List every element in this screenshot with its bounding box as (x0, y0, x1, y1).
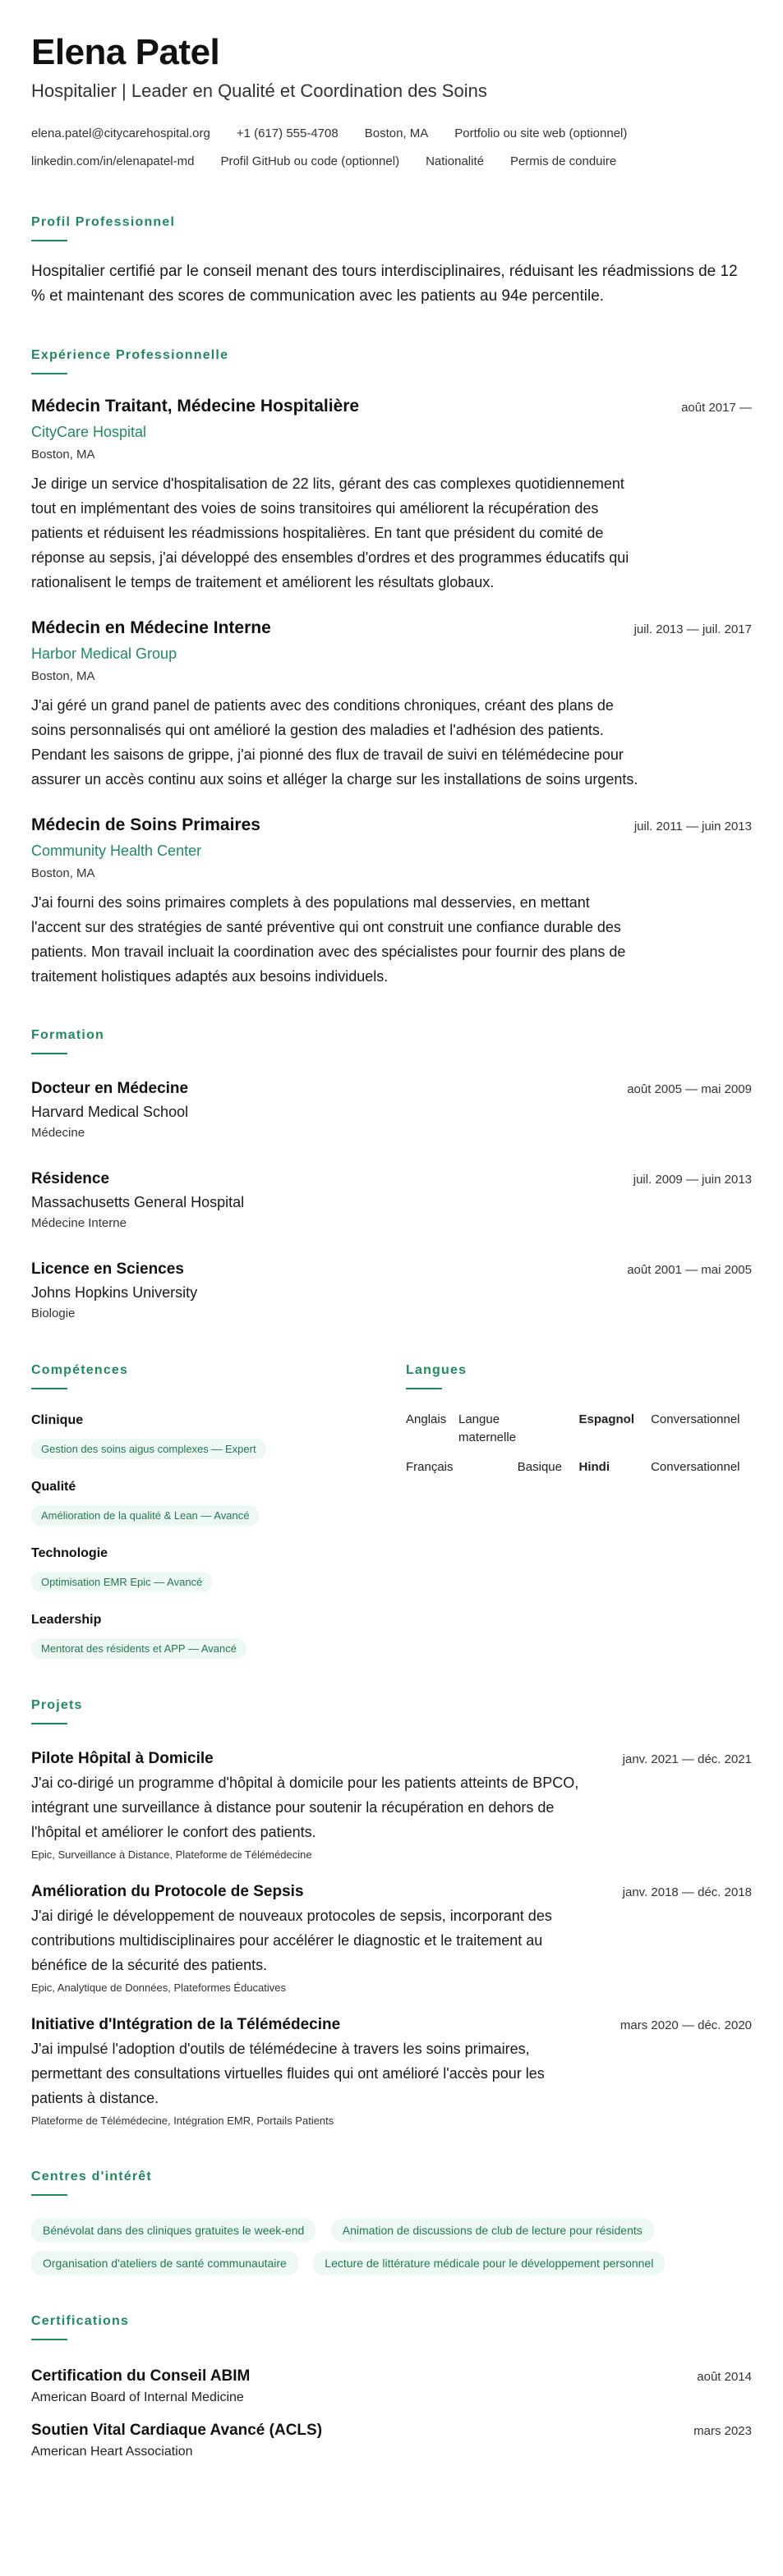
language-name: Hindi (578, 1460, 610, 1474)
skill-category: Leadership (31, 1613, 102, 1627)
project-description: J'ai impulsé l'adoption d'outils de télémédecine à travers les soins primaires, permettant des consultations virtuelles fluides qui ont amélioré l'accès pour les patients à distance. (31, 2041, 545, 2106)
certification-date: mars 2023 (693, 2424, 752, 2438)
candidate-headline: Hospitalier | Leader en Qualité et Coordination des Soins (31, 80, 487, 101)
skill-chip: Amélioration de la qualité & Lean — Avancé (31, 1505, 259, 1526)
contact-phone[interactable]: +1 (617) 555-4708 (236, 126, 339, 140)
language-name: Français (406, 1460, 454, 1474)
section-divider (31, 1053, 67, 1054)
employer-name: CityCare Hospital (31, 424, 147, 440)
section-divider (406, 1388, 442, 1389)
language-item (579, 1458, 753, 1476)
experience-section (31, 348, 752, 989)
experience-item (31, 813, 752, 989)
project-title: Amélioration du Protocole de Sepsis (31, 1883, 304, 1900)
project-title: Initiative d'Intégration de la Télémédecine (31, 2016, 341, 2033)
certification-issuer: American Board of Internal Medicine (31, 2390, 244, 2404)
interests-list (31, 2209, 752, 2275)
skills-languages-row (31, 1363, 752, 1659)
languages-section (406, 1363, 752, 1659)
section-title-languages: Langues (406, 1363, 467, 1377)
contact-nationality: Nationalité (426, 154, 484, 168)
contact-github[interactable]: Profil GitHub ou code (optionnel) (220, 154, 400, 168)
language-name: Anglais (406, 1412, 447, 1426)
contact-linkedin[interactable]: linkedin.com/in/elenapatel-md (31, 154, 195, 168)
language-level: Basique (517, 1460, 562, 1474)
job-title: Médecin Traitant, Médecine Hospitalière (31, 397, 360, 416)
skill-chip: Gestion des soins aigus complexes — Expert (31, 1439, 266, 1459)
education-list (31, 1077, 752, 1324)
project-description: J'ai co-dirigé un programme d'hôpital à domicile pour les patients atteints de BPCO, intégrant une surveillance à distance pour soutenir la récupération en dehors de l'hôpital et améliorer le confort des patients. (31, 1775, 579, 1840)
skill-group (31, 1411, 406, 1459)
candidate-name: Elena Patel (31, 32, 220, 72)
language-level: Langue maternelle (458, 1412, 517, 1444)
job-dates: juil. 2011 — juin 2013 (633, 820, 752, 833)
project-dates: janv. 2021 — déc. 2021 (622, 1752, 752, 1766)
interest-chip: Lecture de littérature médicale pour le développement personnel (313, 2252, 665, 2275)
language-name: Espagnol (578, 1412, 635, 1426)
skill-category: Qualité (31, 1480, 76, 1494)
language-level: Conversationnel (651, 1412, 740, 1426)
language-item (406, 1458, 579, 1476)
certification-date: août 2014 (697, 2370, 752, 2384)
section-divider (31, 373, 67, 374)
education-item (31, 1077, 752, 1143)
interests-section (31, 2170, 752, 2275)
section-title-interests: Centres d'intérêt (31, 2170, 152, 2183)
job-description: Je dirige un service d'hospitalisation de 22 lits, gérant des cas complexes quotidiennement tout en implémentant des voies de soins transitoires qui améliorent la récupération des patients et réduisent les réadmissions hospitalières. En tant que président du comité de réponse au sepsis, j'ai développé des ensembles d'ordres et des programmes éducatifs qui rationalisent le temps de traitement et améliorent les résultats globaux. (31, 475, 629, 590)
degree-title: Licence en Sciences (31, 1260, 184, 1278)
section-divider (31, 240, 67, 241)
project-technologies: Epic, Analytique de Données, Plateformes Éducatives (31, 1981, 287, 1994)
skill-chip: Mentorat des résidents et APP — Avancé (31, 1638, 246, 1659)
skills-list (31, 1411, 406, 1659)
section-title-skills: Compétences (31, 1363, 129, 1377)
skill-group (31, 1544, 406, 1592)
degree-title: Résidence (31, 1170, 110, 1187)
skills-section (31, 1363, 406, 1659)
field-of-study: Médecine (31, 1126, 85, 1140)
contact-list (31, 120, 752, 176)
contact-portfolio[interactable]: Portfolio ou site web (optionnel) (454, 126, 628, 140)
education-item (31, 1168, 752, 1233)
experience-item (31, 616, 752, 792)
skill-category: Technologie (31, 1546, 108, 1560)
project-item (31, 1747, 752, 1864)
degree-title: Docteur en Médecine (31, 1080, 189, 1097)
project-technologies: Epic, Surveillance à Distance, Plateforme de Télémédecine (31, 1848, 312, 1861)
school-name: Johns Hopkins University (31, 1284, 198, 1301)
section-title-summary: Profil Professionnel (31, 215, 176, 229)
section-divider (31, 2339, 67, 2340)
project-technologies: Plateforme de Télémédecine, Intégration EMR, Portails Patients (31, 2115, 334, 2127)
school-name: Massachusetts General Hospital (31, 1194, 245, 1210)
job-dates: juil. 2013 — juil. 2017 (633, 622, 752, 636)
contact-email[interactable]: elena.patel@citycarehospital.org (31, 126, 210, 140)
project-dates: janv. 2018 — déc. 2018 (622, 1885, 752, 1899)
employer-name: Community Health Center (31, 843, 202, 859)
skill-group (31, 1610, 406, 1659)
project-item (31, 1880, 752, 1997)
resume-header (31, 31, 752, 176)
interest-chip: Bénévolat dans des cliniques gratuites le week-end (31, 2219, 316, 2242)
job-location: Boston, MA (31, 448, 95, 461)
employer-name: Harbor Medical Group (31, 645, 177, 662)
job-location: Boston, MA (31, 866, 95, 880)
job-location: Boston, MA (31, 669, 95, 683)
projects-list (31, 1747, 752, 2130)
summary-section (31, 215, 752, 309)
education-item (31, 1258, 752, 1324)
project-item (31, 2014, 752, 2130)
section-title-certifications: Certifications (31, 2314, 130, 2328)
interest-chip: Animation de discussions de club de lecture pour résidents (331, 2219, 654, 2242)
job-dates: août 2017 — (681, 401, 752, 415)
contact-location: Boston, MA (364, 126, 429, 140)
language-item (406, 1411, 579, 1447)
skill-category: Clinique (31, 1413, 84, 1427)
education-dates: juil. 2009 — juin 2013 (633, 1173, 752, 1187)
certifications-section (31, 2314, 752, 2462)
languages-list (406, 1411, 752, 1476)
field-of-study: Biologie (31, 1306, 76, 1320)
project-description: J'ai dirigé le développement de nouveaux protocoles de sepsis, incorporant des contributions multidisciplinaires pour accélérer le diagnostic et le traitement au bénéfice de la sécurité des patients. (31, 1908, 552, 1973)
certification-issuer: American Heart Association (31, 2445, 193, 2459)
contact-driving-license: Permis de conduire (509, 154, 617, 168)
job-title: Médecin en Médecine Interne (31, 618, 271, 637)
section-title-projects: Projets (31, 1698, 83, 1712)
skill-chip: Optimisation EMR Epic — Avancé (31, 1572, 212, 1592)
job-description: J'ai fourni des soins primaires complets à des populations mal desservies, en mettant l'accent sur des stratégies de santé préventive qui ont construit une confiance durable des patients. Mon travail incluait la coordination avec des spécialistes pour fournir des plans de traitement holistiques adaptés aux besoins individuels. (31, 894, 626, 985)
certification-title: Soutien Vital Cardiaque Avancé (ACLS) (31, 2422, 323, 2439)
job-title: Médecin de Soins Primaires (31, 815, 260, 834)
section-divider (31, 1388, 67, 1389)
skill-group (31, 1477, 406, 1526)
project-dates: mars 2020 — déc. 2020 (619, 2018, 752, 2032)
education-section (31, 1028, 752, 1324)
school-name: Harvard Medical School (31, 1104, 189, 1120)
section-title-education: Formation (31, 1028, 105, 1042)
interest-chip: Organisation d'ateliers de santé communautaire (31, 2252, 298, 2275)
section-title-experience: Expérience Professionnelle (31, 348, 229, 362)
section-divider (31, 1723, 67, 1724)
field-of-study: Médecine Interne (31, 1216, 127, 1230)
projects-section (31, 1698, 752, 2130)
certification-item (31, 2365, 752, 2408)
certification-item (31, 2419, 752, 2462)
education-dates: août 2001 — mai 2005 (627, 1263, 752, 1277)
certifications-list (31, 2365, 752, 2462)
project-title: Pilote Hôpital à Domicile (31, 1750, 214, 1767)
certification-title: Certification du Conseil ABIM (31, 2367, 251, 2385)
experience-list (31, 394, 752, 989)
language-item (579, 1411, 753, 1447)
section-divider (31, 2194, 67, 2196)
language-level: Conversationnel (651, 1460, 740, 1474)
summary-text: Hospitalier certifié par le conseil menant des tours interdisciplinaires, réduisant les réadmissions de 12 % et maintenant des scores de communication avec les patients au 94e percentile. (31, 263, 738, 305)
experience-item (31, 394, 752, 595)
education-dates: août 2005 — mai 2009 (627, 1082, 752, 1096)
job-description: J'ai géré un grand panel de patients avec des conditions chroniques, créant des plans de soins personnalisés qui ont amélioré la gestion des maladies et l'adhésion des patients. Pendant les saisons de grippe, j'ai pionné des flux de travail de suivi en télémédecine pour assurer un accès continu aux soins et alléger la charge sur les installations de soins urgents. (31, 697, 638, 787)
